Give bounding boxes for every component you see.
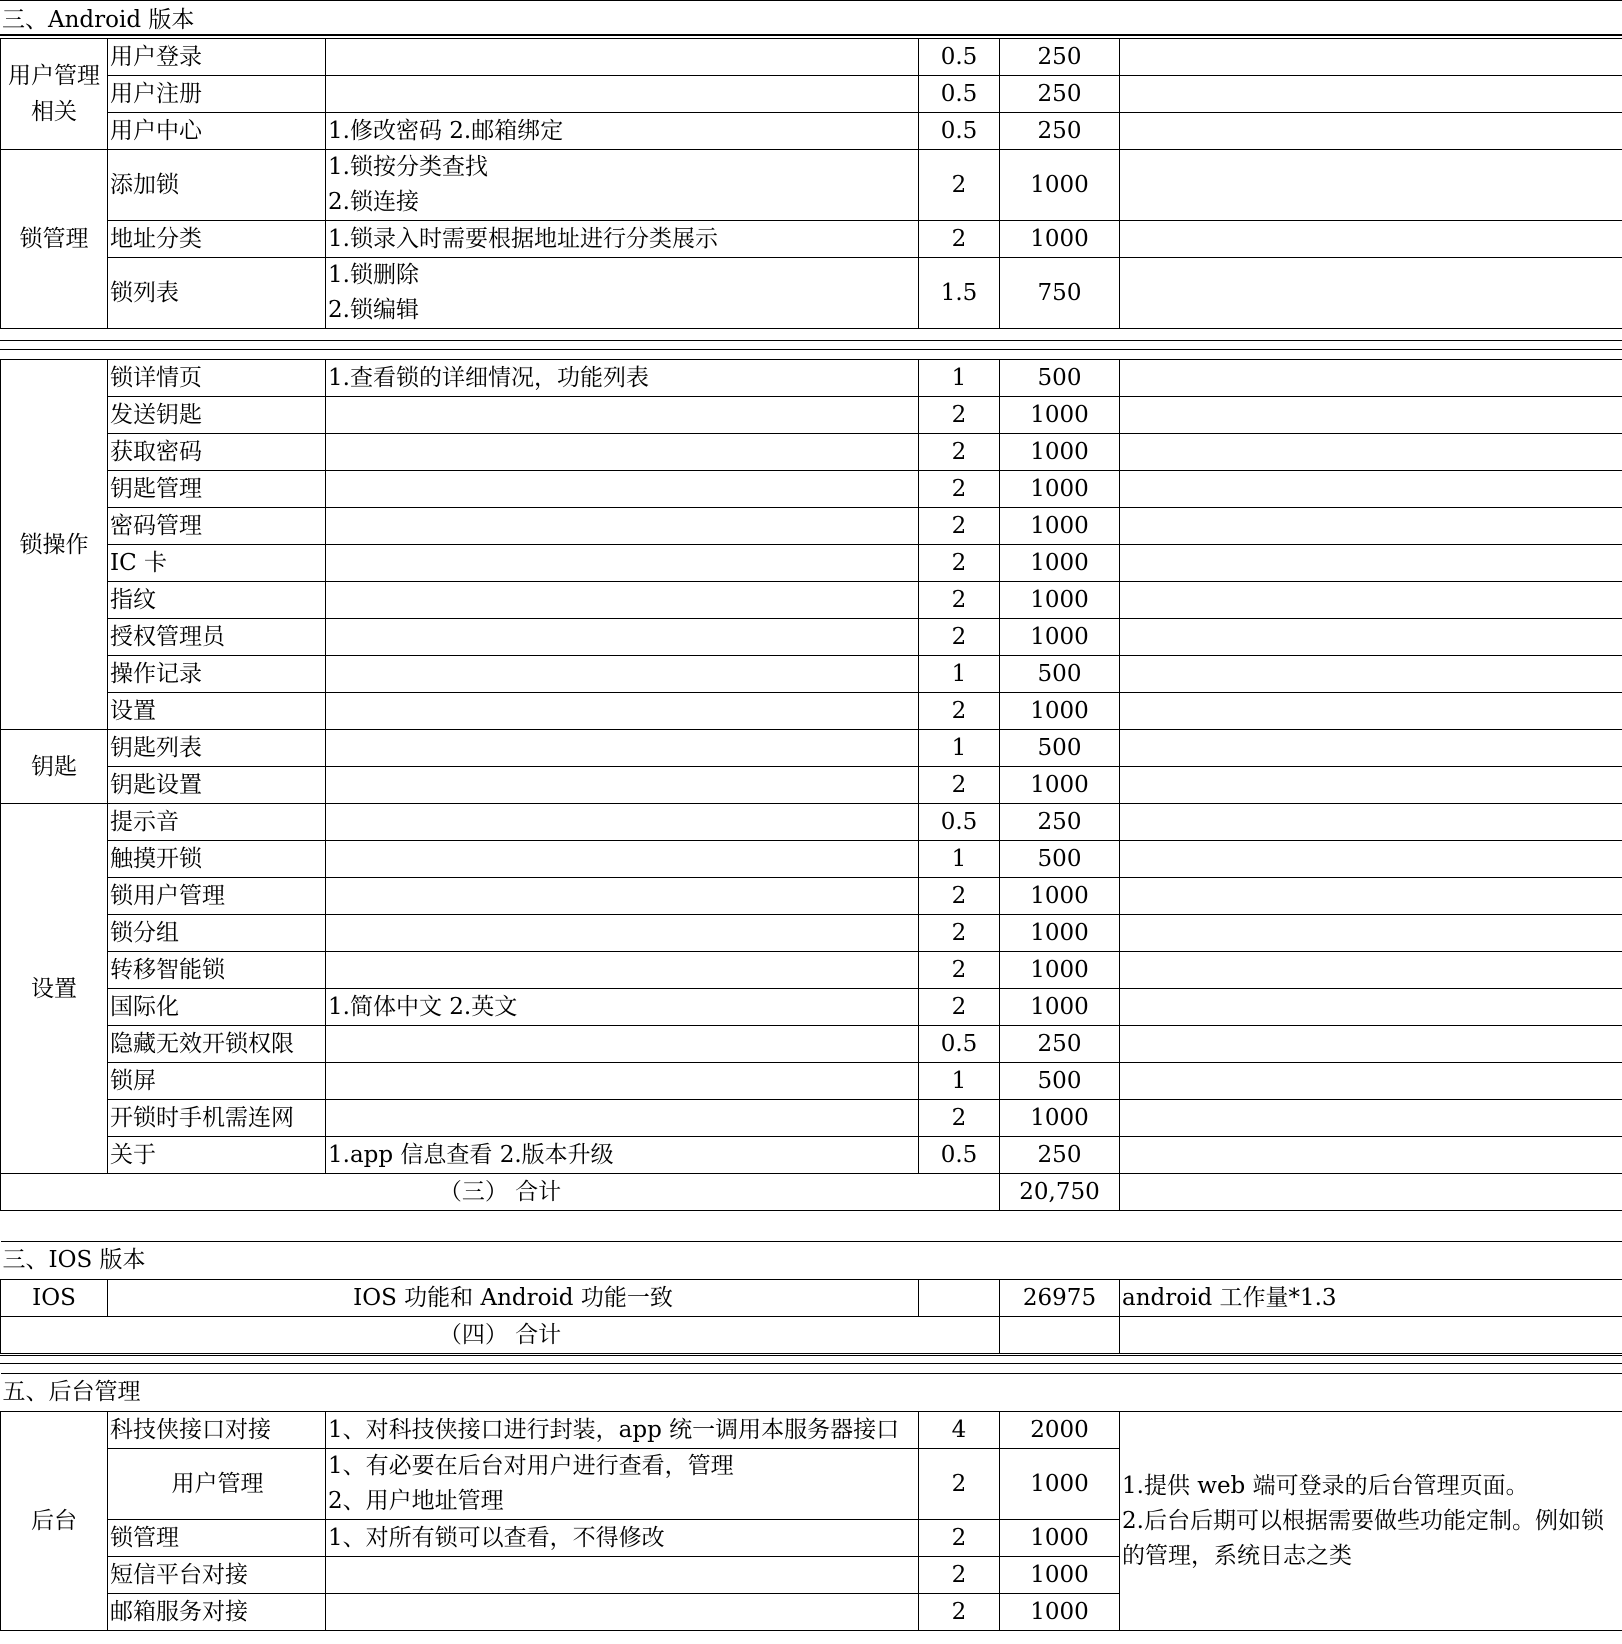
desc-line: 1、有必要在后台对用户进行查看，管理 xyxy=(328,1453,734,1479)
row-cost: 1000 xyxy=(1000,508,1120,545)
row-note xyxy=(1120,76,1622,113)
row-note xyxy=(1120,39,1622,76)
row-cost: 500 xyxy=(1000,1063,1120,1100)
table-row xyxy=(1,471,1622,508)
row-cost: 1000 xyxy=(1000,471,1120,508)
table-row xyxy=(1,508,1622,545)
row-desc xyxy=(326,221,919,258)
group-label: 用户管理 相关 xyxy=(1,39,108,150)
row-desc xyxy=(326,39,919,76)
row-days: 1 xyxy=(919,730,1000,767)
row-item: 操作记录 xyxy=(108,656,326,693)
row-cost: 250 xyxy=(1000,1026,1120,1063)
row-days: 1 xyxy=(919,841,1000,878)
table-row xyxy=(1,656,1622,693)
row-desc xyxy=(326,767,919,804)
row-cost: 250 xyxy=(1000,113,1120,150)
row-item: 用户管理 xyxy=(108,1449,326,1520)
row-days xyxy=(919,1280,1000,1317)
row-cost: 1000 xyxy=(1000,1520,1120,1557)
row-item: 钥匙列表 xyxy=(108,730,326,767)
row-days: 2 xyxy=(919,150,1000,221)
desc-line: 1.app 信息查看 2.版本升级 xyxy=(328,1141,614,1168)
row-days: 1 xyxy=(919,360,1000,397)
row-item: 获取密码 xyxy=(108,434,326,471)
row-note xyxy=(1120,693,1622,730)
row-item: 开锁时手机需连网 xyxy=(108,1100,326,1137)
row-desc xyxy=(326,471,919,508)
row-desc xyxy=(326,545,919,582)
row-item: 科技侠接口对接 xyxy=(108,1412,326,1449)
row-cost: 1000 xyxy=(1000,767,1120,804)
row-item: 发送钥匙 xyxy=(108,397,326,434)
row-item: 用户注册 xyxy=(108,76,326,113)
desc-line: 1.修改密码 2.邮箱绑定 xyxy=(328,117,564,144)
row-note xyxy=(1120,989,1622,1026)
row-item: 添加锁 xyxy=(108,150,326,221)
row-note xyxy=(1120,434,1622,471)
table-row xyxy=(1,582,1622,619)
row-days: 2 xyxy=(919,434,1000,471)
row-days: 2 xyxy=(919,1520,1000,1557)
desc-line: 1.锁按分类查找 xyxy=(328,154,488,180)
row-note xyxy=(1120,878,1622,915)
table-row xyxy=(1,1137,1622,1174)
row-cost: 1000 xyxy=(1000,989,1120,1026)
row-cost: 250 xyxy=(1000,804,1120,841)
row-days: 2 xyxy=(919,767,1000,804)
table-row xyxy=(1,360,1622,397)
row-item: IC 卡 xyxy=(108,545,326,582)
subtotal-value xyxy=(1000,1317,1120,1354)
row-days: 2 xyxy=(919,221,1000,258)
row-desc xyxy=(326,1520,919,1557)
table-row xyxy=(1,1280,1622,1317)
row-note xyxy=(1120,258,1622,329)
section-title-android: 三、Android 版本 xyxy=(0,0,1622,36)
row-note xyxy=(1120,841,1622,878)
row-item: 地址分类 xyxy=(108,221,326,258)
row-item: 锁用户管理 xyxy=(108,878,326,915)
subtotal-value: 20,750 xyxy=(1000,1174,1120,1211)
table-row xyxy=(1,1412,1622,1449)
row-days: 0.5 xyxy=(919,76,1000,113)
row-cost: 1000 xyxy=(1000,693,1120,730)
row-days: 2 xyxy=(919,471,1000,508)
row-desc xyxy=(326,113,919,150)
row-item: 提示音 xyxy=(108,804,326,841)
row-days: 2 xyxy=(919,582,1000,619)
row-days: 2 xyxy=(919,545,1000,582)
row-item: 密码管理 xyxy=(108,508,326,545)
row-item: 关于 xyxy=(108,1137,326,1174)
row-note xyxy=(1120,1026,1622,1063)
row-note xyxy=(1120,471,1622,508)
row-cost: 26975 xyxy=(1000,1280,1120,1317)
row-desc xyxy=(326,434,919,471)
table-row xyxy=(1,545,1622,582)
row-desc xyxy=(326,397,919,434)
table-row xyxy=(1,730,1622,767)
row-days: 0.5 xyxy=(919,113,1000,150)
table-row xyxy=(1,221,1622,258)
table-row xyxy=(1,39,1622,76)
row-cost: 250 xyxy=(1000,76,1120,113)
row-note xyxy=(1120,221,1622,258)
desc-line: 1.查看锁的详细情况，功能列表 xyxy=(328,364,649,391)
row-item: 转移智能锁 xyxy=(108,952,326,989)
row-note xyxy=(1120,804,1622,841)
android-table-part2 xyxy=(0,359,1622,1211)
row-item: 用户登录 xyxy=(108,39,326,76)
row-note xyxy=(1120,397,1622,434)
row-days: 2 xyxy=(919,952,1000,989)
backend-note: 1.提供 web 端可登录的后台管理页面。 2.后台后期可以根据需要做些功能定制。例如锁的管理，系统日志之类 xyxy=(1120,1412,1622,1631)
group-label: 钥匙 xyxy=(1,730,108,804)
row-desc xyxy=(326,693,919,730)
row-days: 2 xyxy=(919,693,1000,730)
row-days: 2 xyxy=(919,508,1000,545)
desc-line: 1.锁删除 xyxy=(328,262,419,288)
table-row xyxy=(1,841,1622,878)
backend-table xyxy=(0,1373,1622,1631)
row-desc xyxy=(326,1449,919,1520)
section-title-ios: 三、IOS 版本 xyxy=(1,1242,1622,1280)
row-item: 短信平台对接 xyxy=(108,1557,326,1594)
row-desc xyxy=(326,952,919,989)
table-row xyxy=(1,1026,1622,1063)
ios-table xyxy=(0,1241,1622,1354)
group-label: IOS xyxy=(1,1280,108,1317)
row-note xyxy=(1120,582,1622,619)
row-cost: 1000 xyxy=(1000,582,1120,619)
row-cost: 1000 xyxy=(1000,150,1120,221)
subtotal-label: （三） 合计 xyxy=(1,1174,1000,1211)
row-desc xyxy=(326,1137,919,1174)
row-cost: 2000 xyxy=(1000,1412,1120,1449)
row-desc xyxy=(326,989,919,1026)
row-desc xyxy=(326,360,919,397)
row-desc xyxy=(326,619,919,656)
row-cost: 1000 xyxy=(1000,221,1120,258)
row-cost: 250 xyxy=(1000,39,1120,76)
row-note xyxy=(1120,767,1622,804)
desc-line: 1、对所有锁可以查看，不得修改 xyxy=(328,1524,665,1551)
row-desc xyxy=(326,804,919,841)
row-note xyxy=(1120,545,1622,582)
row-note xyxy=(1120,150,1622,221)
row-days: 1.5 xyxy=(919,258,1000,329)
table-row xyxy=(1,619,1622,656)
group-label: 锁操作 xyxy=(1,360,108,730)
row-note xyxy=(1120,113,1622,150)
row-days: 0.5 xyxy=(919,39,1000,76)
subtotal-row xyxy=(1,1317,1622,1354)
row-item: 钥匙管理 xyxy=(108,471,326,508)
row-days: 4 xyxy=(919,1412,1000,1449)
row-cost: 1000 xyxy=(1000,915,1120,952)
row-note xyxy=(1120,915,1622,952)
row-days: 2 xyxy=(919,989,1000,1026)
row-days: 1 xyxy=(919,1063,1000,1100)
row-cost: 1000 xyxy=(1000,878,1120,915)
row-desc xyxy=(326,841,919,878)
row-desc xyxy=(326,656,919,693)
row-desc xyxy=(326,878,919,915)
row-item: 锁管理 xyxy=(108,1520,326,1557)
subtotal-row xyxy=(1,1174,1622,1211)
row-note xyxy=(1120,1137,1622,1174)
row-desc xyxy=(326,258,919,329)
row-days: 2 xyxy=(919,878,1000,915)
row-desc xyxy=(326,1412,919,1449)
row-desc xyxy=(326,1063,919,1100)
row-cost: 1000 xyxy=(1000,1100,1120,1137)
table-row xyxy=(1,767,1622,804)
row-desc xyxy=(326,1026,919,1063)
table-row xyxy=(1,915,1622,952)
row-note xyxy=(1120,508,1622,545)
row-desc xyxy=(326,1557,919,1594)
table-row xyxy=(1,76,1622,113)
table-row xyxy=(1,1063,1622,1100)
subtotal-label: （四） 合计 xyxy=(1,1317,1000,1354)
row-desc xyxy=(326,730,919,767)
table-row xyxy=(1,434,1622,471)
row-desc xyxy=(326,76,919,113)
row-desc xyxy=(326,1594,919,1631)
table-row xyxy=(1,804,1622,841)
row-note xyxy=(1120,730,1622,767)
row-note xyxy=(1120,1100,1622,1137)
table-row xyxy=(1,258,1622,329)
row-days: 2 xyxy=(919,1557,1000,1594)
row-item: 钥匙设置 xyxy=(108,767,326,804)
row-item: 用户中心 xyxy=(108,113,326,150)
row-days: 2 xyxy=(919,1449,1000,1520)
row-days: 0.5 xyxy=(919,1137,1000,1174)
row-desc xyxy=(326,1100,919,1137)
row-item: 设置 xyxy=(108,693,326,730)
row-note: android 工作量*1.3 xyxy=(1120,1280,1622,1317)
row-item: 邮箱服务对接 xyxy=(108,1594,326,1631)
row-note xyxy=(1120,360,1622,397)
row-cost: 1000 xyxy=(1000,1557,1120,1594)
row-cost: 250 xyxy=(1000,1137,1120,1174)
row-days: 2 xyxy=(919,1100,1000,1137)
row-cost: 1000 xyxy=(1000,1449,1120,1520)
row-desc: IOS 功能和 Android 功能一致 xyxy=(108,1280,919,1317)
row-note xyxy=(1120,619,1622,656)
row-days: 1 xyxy=(919,656,1000,693)
table-row xyxy=(1,113,1622,150)
row-cost: 1000 xyxy=(1000,545,1120,582)
row-item: 锁列表 xyxy=(108,258,326,329)
row-days: 2 xyxy=(919,1594,1000,1631)
row-days: 2 xyxy=(919,915,1000,952)
row-note xyxy=(1120,952,1622,989)
row-cost: 750 xyxy=(1000,258,1120,329)
table-row xyxy=(1,989,1622,1026)
row-note xyxy=(1120,656,1622,693)
row-desc xyxy=(326,508,919,545)
row-desc xyxy=(326,915,919,952)
row-item: 触摸开锁 xyxy=(108,841,326,878)
row-item: 国际化 xyxy=(108,989,326,1026)
row-cost: 1000 xyxy=(1000,434,1120,471)
group-label: 后台 xyxy=(1,1412,108,1631)
table-row xyxy=(1,150,1622,221)
desc-line: 1、对科技侠接口进行封装，app 统一调用本服务器接口 xyxy=(328,1416,900,1443)
row-note xyxy=(1120,1063,1622,1100)
row-desc xyxy=(326,582,919,619)
table-row xyxy=(1,397,1622,434)
row-cost: 500 xyxy=(1000,656,1120,693)
table-row xyxy=(1,693,1622,730)
row-days: 0.5 xyxy=(919,1026,1000,1063)
desc-line: 2.锁连接 xyxy=(328,189,419,215)
row-cost: 500 xyxy=(1000,841,1120,878)
row-item: 隐藏无效开锁权限 xyxy=(108,1026,326,1063)
desc-line: 2.锁编辑 xyxy=(328,297,419,323)
row-cost: 500 xyxy=(1000,360,1120,397)
desc-line: 1.简体中文 2.英文 xyxy=(328,993,518,1020)
row-cost: 500 xyxy=(1000,730,1120,767)
row-cost: 1000 xyxy=(1000,1594,1120,1631)
table-row xyxy=(1,878,1622,915)
row-item: 锁详情页 xyxy=(108,360,326,397)
section-gap xyxy=(0,340,1622,350)
row-days: 2 xyxy=(919,619,1000,656)
table-row xyxy=(1,952,1622,989)
row-cost: 1000 xyxy=(1000,952,1120,989)
group-label: 设置 xyxy=(1,804,108,1174)
desc-line: 1.锁录入时需要根据地址进行分类展示 xyxy=(328,225,718,252)
group-label: 锁管理 xyxy=(1,150,108,329)
row-item: 锁屏 xyxy=(108,1063,326,1100)
android-table-part1 xyxy=(0,38,1622,329)
table-row xyxy=(1,1100,1622,1137)
row-cost: 1000 xyxy=(1000,619,1120,656)
row-days: 0.5 xyxy=(919,804,1000,841)
desc-line: 2、用户地址管理 xyxy=(328,1488,504,1514)
row-item: 锁分组 xyxy=(108,915,326,952)
row-item: 指纹 xyxy=(108,582,326,619)
row-desc xyxy=(326,150,919,221)
row-days: 2 xyxy=(919,397,1000,434)
row-cost: 1000 xyxy=(1000,397,1120,434)
section-gap xyxy=(0,1355,1622,1364)
row-item: 授权管理员 xyxy=(108,619,326,656)
section-title-backend: 五、后台管理 xyxy=(1,1374,1622,1412)
